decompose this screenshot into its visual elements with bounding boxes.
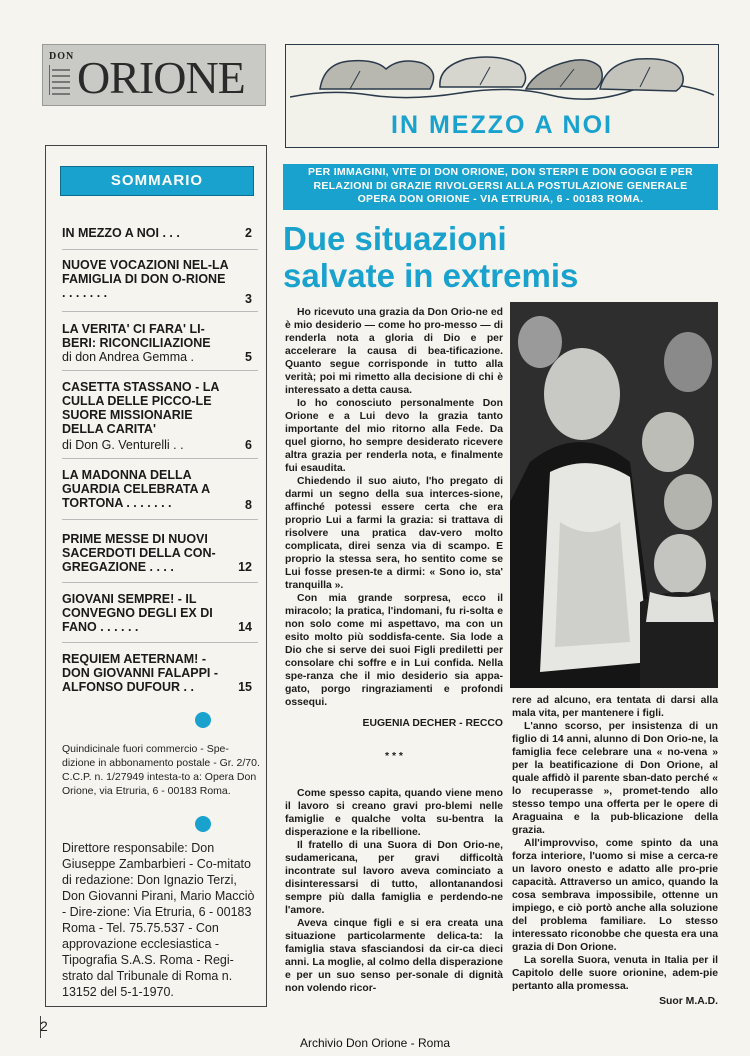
toc-item-page [62,620,258,634]
signature: EUGENIA DECHER - RECCO [362,718,503,729]
paragraph: L'anno scorso, per insistenza di un figlio di 14 anni, alunno di Don Orio-ne, la famiglia fece celebrare una « no-vena » per la beatificazione di Don Orione, al quale affidò il parente sban-dato perché « lo recuperasse », promet-tendo allo stesso tempo una offerta per le opere di Araguaina e la pub-blicazione della grazia. [512,721,718,836]
toc-item-page [62,292,258,306]
paragraph: Con mia grande sorpresa, ecco il miracolo; la pratica, l'indomani, fu ri-solta e non solo come mi aspettavo, ma con un esito molto più soddisfa-cente. Sia lode a Dio che si serve dei suoi Figli prediletti per consolare chi soffre e in Lui confida. Nella spe-ranza che il mio desiderio sia appa-gato, porgo ringraziamenti e profondi ossequi. [285,593,503,708]
notice-line: PER IMMAGINI, VITE DI DON ORIONE, DON STERPI E DON GOGGI E PER [308,166,693,178]
toc-title: PRIME MESSE DI NUOVI SACERDOTI DELLA CON-GREGAZIONE . . . . [62,532,216,574]
paragraph: Io ho conosciuto personalmente Don Orione e a Lui devo la grazia tanto importante del mio ritorno alla Fede. Da quel giorno, ho sempre desiderato ricevere altra grazia per renderla nota, e finalmente fui esaudita. [285,398,503,474]
toc-item [62,322,232,350]
postulation-notice [283,164,718,210]
masthead-don: DON [49,51,75,62]
toc-item [62,380,232,436]
don-orione-photo [510,302,718,688]
toc-page: 15 [238,680,252,694]
toc-page: 3 [245,292,252,306]
divider [62,249,258,250]
masthead-name: ORIONE [77,52,245,103]
divider [62,370,258,371]
signature: Suor M.A.D. [659,996,718,1007]
masthead-logo [42,44,266,106]
toc-author: di don Andrea Gemma . [62,350,195,364]
divider [62,311,258,312]
toc-page: 12 [238,560,252,574]
toc-title: CASETTA STASSANO - LA CULLA DELLE PICCO-LE SUORE MISSIONARIE DELLA CARITA' [62,380,219,436]
toc-item-author [62,350,258,364]
notice-line: OPERA DON ORIONE - VIA ETRURIA, 6 - 00183 ROMA. [357,193,644,205]
paragraph: All'improvviso, come spinto da una forza interiore, l'uomo si mise a cerca-re un lavoro onesto e adatto alle pro-prie capacità. Attraverso un amico, quando la cosa sembrava impossibile, ottenne un impiego, e ciò portò anche alla soluzione del problema familiare. Lo stesso interessato riconobbe che questa era una grazia di Don Orione. [512,838,718,953]
masthead-small-text [49,65,72,95]
toc-title: IN MEZZO A NOI . . . [62,226,180,240]
toc-title: LA VERITA' CI FARA' LI-BERI: RICONCILIAZIONE [62,322,211,350]
toc-page: 8 [245,498,252,512]
article-column-2 [512,694,718,1008]
paragraph: La sorella Suora, venuta in Italia per il Capitolo delle suore orionine, adem-pie pertanto alla promessa. [512,955,718,992]
toc-item [62,226,258,240]
article-column-1 [285,306,503,995]
toc-item-page [62,680,258,694]
editorial-info: Direttore responsabile: Don Giuseppe Zambarbieri - Co-mitato di redazione: Don Ignazio Terzi, Don Giovanni Pirani, Mario Macciò - Dire-zione: Via Etruria, 6 - 00183 Roma - Tel. 75.75.537 - Con approvazione ecclesiastica - Tipografia S.A.S. Roma - Regi-strato dal Tribunale di Roma n. 13152 del 5-1-1970. [62,841,255,999]
toc-title: REQUIEM AETERNAM! - DON GIOVANNI FALAPPI - ALFONSO DUFOUR . . [62,652,219,694]
stones-illustration [290,49,714,109]
paragraph: Come spesso capita, quando viene meno il lavoro si creano gravi pro-blemi nelle famiglie e qualche volta su-bentra la disperazione e la ribellione. [285,788,503,838]
divider [62,582,258,583]
toc-title: LA MADONNA DELLA GUARDIA CELEBRATA A TORTONA . . . . . . . [62,468,210,510]
article-headline [283,220,718,294]
toc-title: GIOVANI SEMPRE! - IL CONVEGNO DEGLI EX DI FANO . . . . . . [62,592,213,634]
bullet-dot-icon [195,712,211,728]
divider [62,458,258,459]
page-number: 2 [40,1018,48,1034]
toc-item-page [62,560,258,574]
toc-page: 5 [245,350,252,364]
paragraph: Aveva cinque figli e si era creata una situazione particolarmente delica-ta: la famiglia stava sfasciandosi da cir-ca dieci anni. La moglie, al colmo della disperazione e per un suo senso per-sonale di dignità non volendo ricor- [285,918,503,994]
table-of-contents [45,145,267,1007]
toc-author: di Don G. Venturelli . . [62,438,184,452]
toc-item-page [62,498,258,512]
banner-title: IN MEZZO A NOI [391,111,613,139]
bullet-dot-icon [195,816,211,832]
publication-info: Quindicinale fuori commercio - Spe-dizione in abbonamento postale - Gr. 2/70. C.C.P. n. 1/27949 intesta-to a: Opera Don Orione, via Etruria, 6 - 00183 Roma. [62,743,260,797]
notice-line: RELAZIONI DI GRAZIE RIVOLGERSI ALLA POSTULAZIONE GENERALE [313,179,688,192]
archive-footer: Archivio Don Orione - Roma [299,1036,451,1050]
paragraph: rere ad alcuno, era tentata di darsi alla mala vita, per mantenere i figli. [512,695,718,719]
headline-line: Due situazioni [283,220,507,257]
headline-line: salvate in extremis [283,257,579,294]
paragraph: Il fratello di una Suora di Don Orio-ne, sudamericana, per gravi difficoltà incontrate sul lavoro aveva cominciato a disinteressarsi di tutto, allontanandosi sempre più dalla famiglia e perdendo-ne l'amore. [285,840,503,916]
paragraph: Ho ricevuto una grazia da Don Orio-ne ed è mio desiderio — come ho pro-messo — di renderla nota a gloria di Dio e per accelerare la causa di bea-tificazione. Quanto segue corrisponde in tutto alla verità; poi mi rimetto alla decisione di chi è interessato a detta causa. [285,307,503,396]
section-divider: * * * [385,751,403,762]
divider [62,519,258,520]
toc-page: 6 [245,438,252,452]
photo-illustration [510,302,718,688]
sommario-heading: SOMMARIO [60,166,254,196]
paragraph: Chiedendo il suo aiuto, l'ho pregato di darmi un segno della sua interces-sione, affinché potessi essere certa che era proprio Lui a farmi la grazia: si trattava di risolvere una pratica dav-vero molto complicata, direi senza via di scampo. E proprio la stessa sera, ho sentito come se Lui fosse presen-te a dirmi: « Sono io, sta' tranquilla ». [285,476,503,591]
toc-title: NUOVE VOCAZIONI NEL-LA FAMIGLIA DI DON O-RIONE . . . . . . . [62,258,229,300]
toc-page: 14 [238,620,252,634]
toc-page: 2 [245,226,252,240]
divider [62,642,258,643]
section-banner [285,44,719,148]
toc-item-author [62,438,258,452]
